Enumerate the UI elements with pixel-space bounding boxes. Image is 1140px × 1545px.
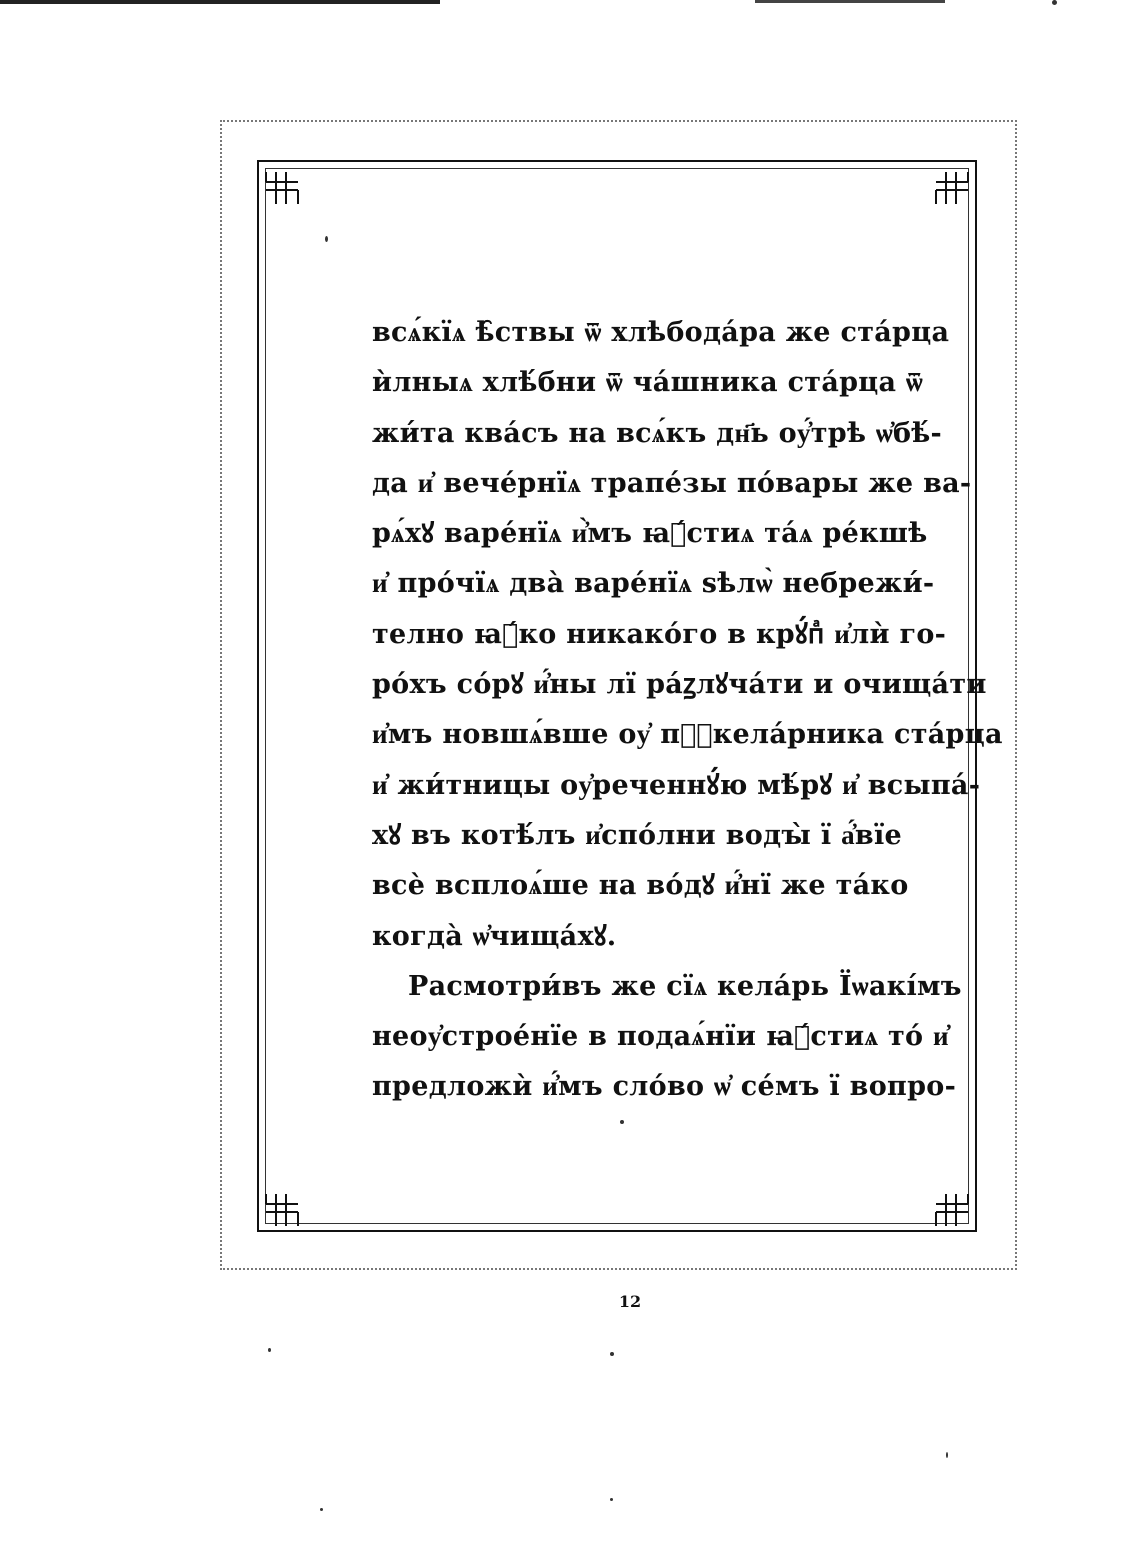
text-line: хꙋ въ котѣ́лъ и҆спóлни водꙑ̀ ї а҆́вїе	[372, 819, 902, 851]
corner-ornament-bottom-left-icon	[262, 1190, 302, 1230]
text-line: всѧ́кїѧ ѣ̑ствы ѿ хлѣбодáра же стáрца	[372, 317, 950, 348]
corner-ornament-top-left-icon	[262, 168, 302, 208]
page-number: 12	[618, 1292, 642, 1311]
text-line: да и҆ вечéрнїѧ трапéзы пóвары же ва-	[372, 467, 972, 499]
scan-speck	[610, 1498, 613, 1501]
text-line: рóхъ сóрꙋ и҆́ны лї ра́ꙁлꙋчáти и очищáти	[372, 669, 987, 701]
scan-speck	[320, 1508, 323, 1511]
text-line: и҆ прóчїѧ двà варéнїѧ ѕѣлѡ̀ небрежи́-	[372, 568, 935, 600]
text-line: Расмотри́въ же сїѧ келáрь Їѡакі́мъ	[408, 970, 962, 1002]
text-line: рѧ́хꙋ варéнїѧ и҆̀мъ ꙗ҆́стиѧ тáѧ рéкшѣ	[372, 518, 928, 550]
corner-ornament-bottom-right-icon	[932, 1190, 972, 1230]
text-line: неоу҆строéнїе в подаѧ́нїи ꙗ҆́стиѧ тó и҆	[372, 1021, 949, 1053]
scan-speck	[620, 1120, 624, 1124]
top-edge-rule	[0, 0, 440, 4]
scan-speck	[325, 236, 328, 242]
top-edge-rule	[755, 0, 945, 3]
scan-speck	[610, 1352, 614, 1356]
scan-speck	[946, 1452, 948, 1458]
text-line: телно ꙗ҆́ко никакóго в крꙋ́пⷶ и҆лѝ го-	[372, 618, 947, 650]
scan-speck	[1052, 0, 1057, 5]
text-line: и҆мъ новшѧ́вше оу҆ пⷪ҇келáрника стáрца	[372, 719, 1003, 751]
corner-ornament-top-right-icon	[932, 168, 972, 208]
scan-speck	[268, 1348, 271, 1352]
text-line: ѝлныѧ хлѣ́бни ѿ чáшника стáрца ѿ	[372, 367, 924, 399]
body-text	[372, 308, 1003, 1113]
text-line: всѐ всплоѧ́ше на вóдꙋ и҆́нї же тáко	[372, 870, 909, 902]
text-line: и҆ жи́тницы оу҆реченнꙋ́ю мѣ́рꙋ и҆ всыпá-	[372, 769, 981, 801]
text-line: когдà ѡ҆чищáхꙋ.	[372, 920, 617, 952]
text-line: предложѝ и҆́мъ слóво ѡ҆ сéмъ ї вопро-	[372, 1071, 957, 1103]
text-line: жи́та квáсъ на всѧ́къ дн҃ь оу҆́трѣ ѡ҆бѣ́-	[372, 417, 943, 449]
